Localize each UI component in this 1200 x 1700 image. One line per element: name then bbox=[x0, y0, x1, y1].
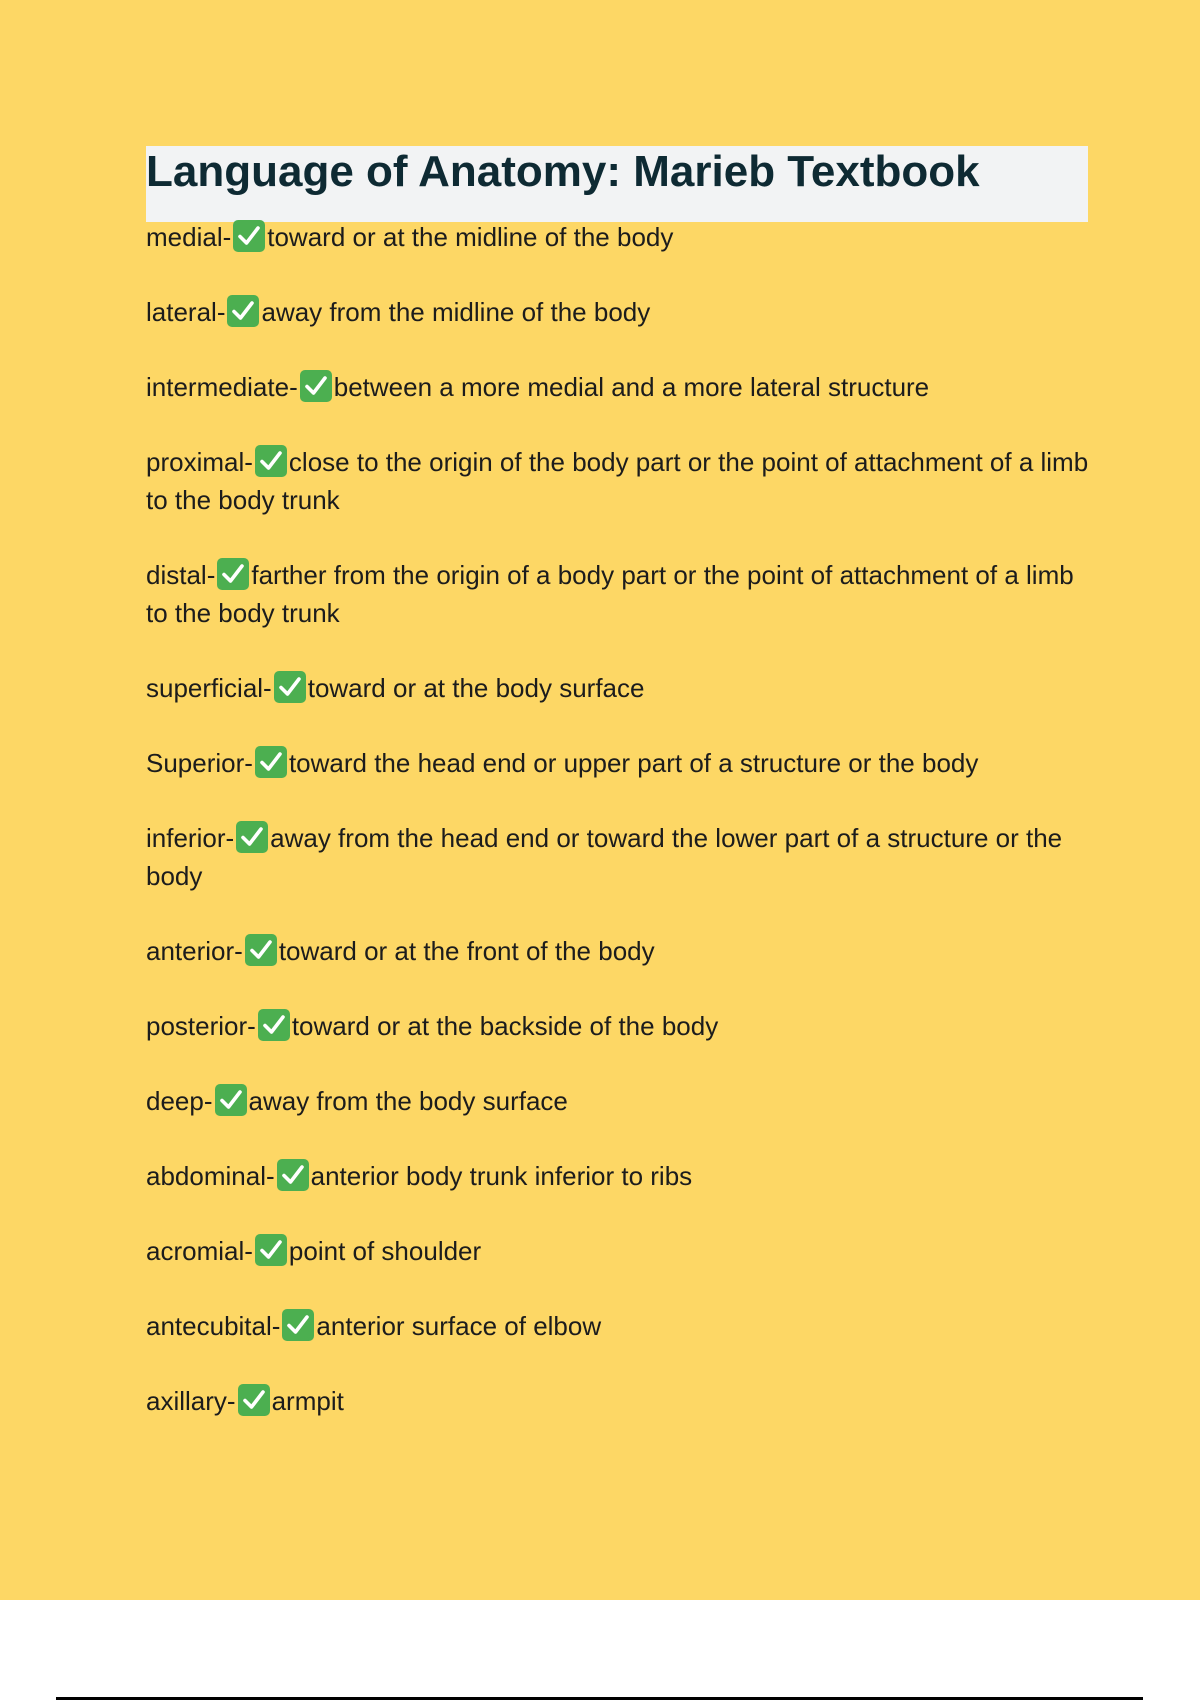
term: proximal- bbox=[146, 447, 253, 477]
list-item bbox=[146, 819, 1096, 895]
definition: away from the head end or toward the lower part of a structure or the body bbox=[146, 823, 1063, 891]
definition: point of shoulder bbox=[288, 1236, 482, 1266]
check-mark-icon bbox=[254, 444, 288, 478]
check-mark-icon bbox=[299, 369, 333, 403]
definition: close to the origin of the body part or the point of attachment of a limb to the body trunk bbox=[146, 447, 1089, 515]
list-item bbox=[146, 1307, 1096, 1345]
list-item bbox=[146, 1382, 1096, 1420]
page-title: Language of Anatomy: Marieb Textbook bbox=[146, 147, 980, 196]
check-mark-icon bbox=[214, 1083, 248, 1117]
term: medial- bbox=[146, 222, 232, 252]
list-item bbox=[146, 744, 1096, 782]
term: posterior- bbox=[146, 1011, 256, 1041]
term: axillary- bbox=[146, 1386, 236, 1416]
definition: away from the body surface bbox=[248, 1086, 568, 1116]
term: Superior- bbox=[146, 748, 253, 778]
check-mark-icon bbox=[237, 1383, 271, 1417]
definition: anterior surface of elbow bbox=[316, 1311, 602, 1341]
term: inferior- bbox=[146, 823, 235, 853]
list-item bbox=[146, 1157, 1096, 1195]
check-mark-icon bbox=[244, 933, 278, 967]
term-list bbox=[146, 218, 1096, 1457]
list-item bbox=[146, 1082, 1096, 1120]
definition: anterior body trunk inferior to ribs bbox=[310, 1161, 693, 1191]
definition: toward the head end or upper part of a structure or the body bbox=[288, 748, 979, 778]
check-mark-icon bbox=[273, 670, 307, 704]
definition: armpit bbox=[271, 1386, 344, 1416]
check-mark-icon bbox=[235, 820, 269, 854]
list-item bbox=[146, 932, 1096, 970]
definition: toward or at the midline of the body bbox=[267, 222, 674, 252]
list-item bbox=[146, 556, 1096, 632]
definition: farther from the origin of a body part or the point of attachment of a limb to the body trunk bbox=[146, 560, 1074, 628]
check-mark-icon bbox=[257, 1008, 291, 1042]
term: distal- bbox=[146, 560, 216, 590]
check-mark-icon bbox=[254, 1233, 288, 1267]
term: deep- bbox=[146, 1086, 213, 1116]
check-mark-icon bbox=[276, 1158, 310, 1192]
definition: toward or at the backside of the body bbox=[291, 1011, 719, 1041]
definition: toward or at the front of the body bbox=[278, 936, 655, 966]
definition: away from the midline of the body bbox=[261, 297, 651, 327]
definition: toward or at the body surface bbox=[307, 673, 645, 703]
list-item bbox=[146, 1232, 1096, 1270]
term: lateral- bbox=[146, 297, 226, 327]
term: intermediate- bbox=[146, 372, 298, 402]
term: acromial- bbox=[146, 1236, 253, 1266]
check-mark-icon bbox=[226, 294, 260, 328]
list-item bbox=[146, 293, 1096, 331]
term: anterior- bbox=[146, 936, 243, 966]
definition: between a more medial and a more lateral structure bbox=[333, 372, 930, 402]
term: superficial- bbox=[146, 673, 272, 703]
term: abdominal- bbox=[146, 1161, 275, 1191]
list-item bbox=[146, 669, 1096, 707]
list-item bbox=[146, 218, 1096, 256]
check-mark-icon bbox=[281, 1308, 315, 1342]
list-item bbox=[146, 368, 1096, 406]
term: antecubital- bbox=[146, 1311, 281, 1341]
check-mark-icon bbox=[232, 219, 266, 253]
check-mark-icon bbox=[216, 557, 250, 591]
list-item bbox=[146, 1007, 1096, 1045]
list-item bbox=[146, 443, 1096, 519]
check-mark-icon bbox=[254, 745, 288, 779]
